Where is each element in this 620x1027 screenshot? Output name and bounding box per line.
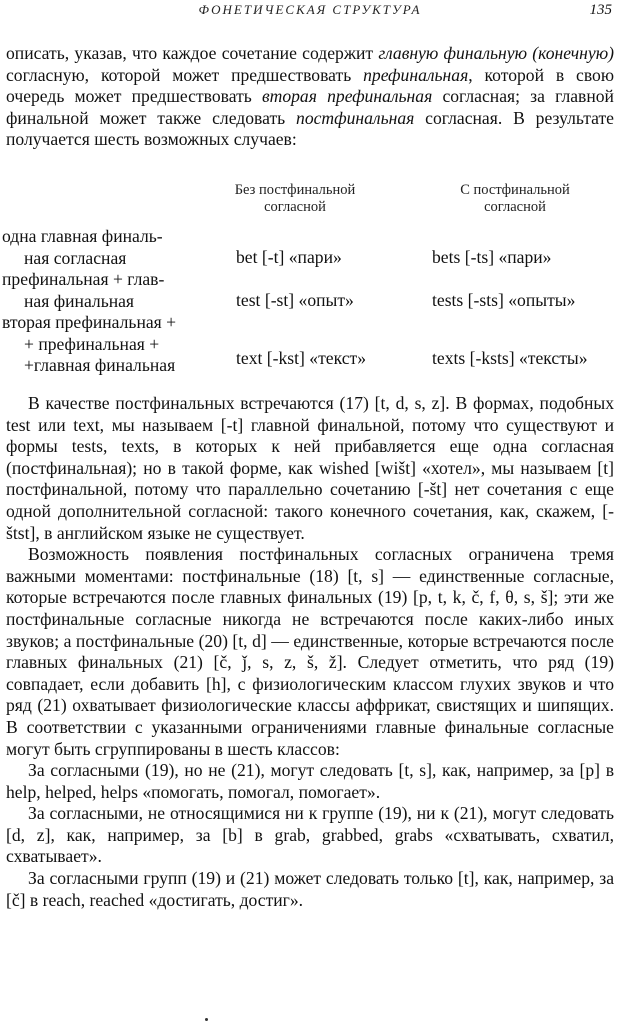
table-row-label bbox=[2, 312, 226, 377]
paragraph: За согласными групп (19) и (21) может следовать только [t], как, например, за [č] в reach, reached «достигать, достиг». bbox=[6, 868, 614, 910]
table-row-label bbox=[2, 226, 226, 269]
row-label-line: префинальная + глав- bbox=[2, 269, 165, 289]
column-header-with-postfinal bbox=[420, 182, 610, 216]
paragraph: За согласными (19), но не (21), могут следовать [t, s], как, например, за [p] в help, helped, helps «помогать, помогал, помогает». bbox=[6, 760, 614, 802]
intro-term-second-prefinal: вторая префинальная bbox=[262, 86, 433, 107]
row-label-line: + префинальная + bbox=[24, 333, 160, 354]
print-speck bbox=[205, 1018, 208, 1021]
row-label-line: вторая префинальная + bbox=[2, 312, 177, 332]
running-title: ФОНЕТИЧЕСКАЯ СТРУКТУРА bbox=[198, 2, 422, 17]
row-label-line: одна главная финаль- bbox=[2, 226, 163, 246]
intro-text-3: , которой в свою очередь может предшествовать bbox=[6, 64, 614, 107]
column-header-without-line1: Без постфинальной bbox=[234, 182, 356, 198]
column-header-with-line2: согласной bbox=[484, 199, 546, 215]
paragraph: За согласными, не относящимися ни к группе (19), ни к (21), могут следовать [d, z], как, например, за [b] в grab, grabbed, grabs «схватывать, схватил, схватывает». bbox=[6, 803, 614, 867]
intro-text bbox=[6, 43, 614, 151]
consonant-cluster-table bbox=[0, 182, 620, 382]
column-header-without-line2: согласной bbox=[264, 199, 326, 215]
intro-text-5: согласная. В результате получается шесть возможных случаев: bbox=[6, 107, 614, 150]
intro-text-2: согласную, которой может предшествовать bbox=[6, 64, 364, 85]
column-header-without-postfinal bbox=[205, 182, 385, 216]
row-label-line: ная финальная bbox=[24, 290, 135, 311]
body-text bbox=[6, 393, 614, 911]
paragraph: Возможность появления постфинальных согласных ограничена тремя важными моментами: постфинальные (18) [t, s] — единственные согласные, которые встречаются после главных финальных (19) [p, t, k, č, f, θ, s, š]; эти же постфинальные согласные никогда не встречаются после каких-либо иных звуков; а постфинальные (20) [t, d] — единственные, которые встречаются после главных финальных (21) [č, ǰ, s, z, š, ž]. Следует отметить, что ряд (19) совпадает, если добавить [h], с физиологическим классом глухих звуков и что ряд (21) охватывает физиологические классы аффрикат, свистящих и шипящих. В соответствии с указанными ограничениями главные финальные согласные могут быть сгруппированы в шесть классов: bbox=[6, 544, 614, 759]
table-cell-without: bet [-t] «пари» bbox=[236, 247, 342, 267]
table-cell-without: text [-kst] «текст» bbox=[236, 348, 366, 368]
intro-term-main-final: главную финальную (конечную) bbox=[378, 43, 614, 63]
page-header bbox=[0, 2, 620, 24]
row-label-line: ная согласная bbox=[24, 247, 127, 268]
intro-text-1: описать, указав, что каждое сочетание содержит bbox=[6, 43, 379, 63]
table-cell-with: tests [-sts] «опыты» bbox=[432, 290, 576, 310]
column-header-with-line1: С постфинальной bbox=[460, 182, 570, 198]
table-cell-with: texts [-ksts] «тексты» bbox=[432, 348, 588, 368]
page-number: 135 bbox=[589, 2, 612, 18]
row-label-line: +главная финальная bbox=[24, 355, 176, 376]
intro-paragraph bbox=[6, 43, 614, 151]
table-cell-with: bets [-ts] «пари» bbox=[432, 247, 552, 267]
intro-term-postfinal: постфинальная bbox=[296, 107, 415, 128]
intro-text-4: согласная; за главной финальной может также следовать bbox=[6, 86, 614, 128]
table-cell-without: test [-st] «опыт» bbox=[236, 290, 354, 310]
intro-term-prefinal: префинальная bbox=[363, 64, 469, 85]
paragraph: В качестве постфинальных встречаются (17) [t, d, s, z]. В формах, подобных test или text, мы называем [-t] главной финальной, потому что существуют и формы tests, texts, в которых к ней прибавляется еще одна согласная (постфинальная); но в такой форме, как wished [wišt] «хотел», мы называем [t] постфинальной, потому что параллельно сочетанию [-št] нет сочетания с еще одной дополнительной согласной: такого конечного сочетания, как, скажем, [-štst], в английском языке не существует. bbox=[6, 393, 614, 543]
table-row-label bbox=[2, 269, 226, 312]
